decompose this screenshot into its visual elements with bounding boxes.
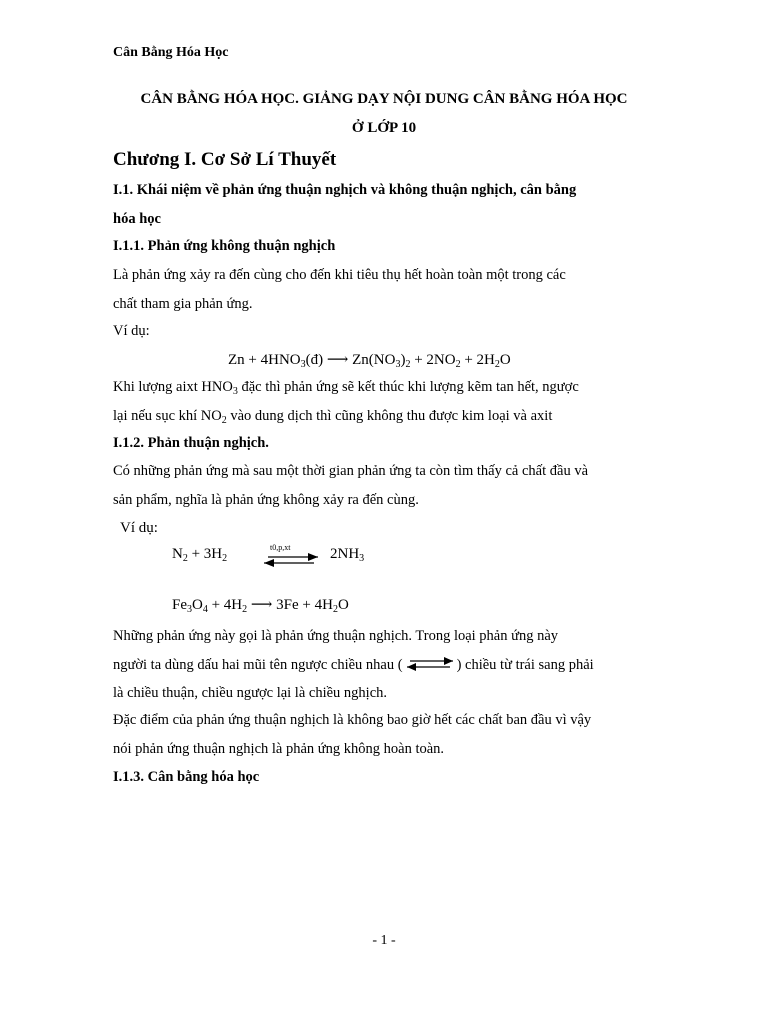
eq-sub: 2 [494, 359, 500, 370]
eq-text: + 2NO [410, 352, 456, 368]
paragraph-line [113, 657, 594, 674]
paragraph-line: Những phản ứng này gọi là phản ứng thuận nghịch. Trong loại phản ứng này [113, 628, 559, 644]
eq-sub: 2 [455, 359, 461, 370]
equation-3 [172, 595, 349, 614]
eq-text: + 2H [460, 352, 495, 368]
paragraph-line: chất tham gia phản ứng. [113, 296, 253, 312]
text: người ta dùng dấu hai mũi tên ngược chiều nhau ( [113, 657, 403, 673]
text: lại nếu sục khí NO [113, 408, 222, 424]
equation-2 [172, 546, 227, 563]
eq-text: ) [400, 352, 406, 368]
example-label: Ví dụ: [113, 323, 150, 339]
text: ) chiều từ trái sang phải [456, 657, 594, 673]
eq-sub: 3 [187, 604, 192, 615]
eq-text: Zn + 4HNO [228, 352, 301, 368]
document-title-line-2: Ở LỚP 10 [351, 120, 417, 136]
eq-text: O [337, 597, 349, 613]
section-1-1-heading: I.1.1. Phản ứng không thuận nghịch [113, 238, 336, 254]
text: đặc thì phản ứng sẽ kết thúc khi lượng kẽm tan hết, ngược [237, 379, 579, 395]
eq-text: ⟶ 3Fe + 4H [247, 597, 333, 613]
eq-sub: 3 [300, 359, 306, 370]
paragraph-line: sản phẩm, nghĩa là phản ứng không xảy ra đến cùng. [113, 492, 419, 508]
section-1-heading-line-1: I.1. Khái niệm về phản ứng thuận nghịch và không thuận nghịch, cân bằng [113, 182, 577, 198]
reaction-condition-label: t0,p,xt [270, 543, 291, 552]
eq-sub: 2 [182, 553, 188, 564]
example-label: Ví dụ: [120, 520, 158, 536]
document-title-line-1: CÂN BẰNG HÓA HỌC. GIẢNG DẠY NỘI DUNG CÂN BẰNG HÓA HỌC [140, 91, 628, 107]
sub: 3 [232, 386, 238, 397]
paragraph-line [113, 408, 552, 425]
equation-2-product [330, 546, 364, 563]
eq-sub: 3 [359, 553, 365, 564]
paragraph-line: Đặc điểm của phản ứng thuận nghịch là không bao giờ hết các chất ban đầu vì vậy [113, 712, 592, 728]
page-number: - 1 - [372, 933, 396, 948]
eq-text: (đ) ⟶ Zn(NO [305, 352, 396, 368]
eq-text: Fe [172, 597, 187, 613]
paragraph-line [113, 379, 579, 396]
paragraph-line: Có những phản ứng mà sau một thời gian phản ứng ta còn tìm thấy cả chất đầu và [113, 463, 589, 479]
eq-sub: 2 [332, 604, 338, 615]
sub: 2 [221, 415, 227, 426]
double-arrow-icon [405, 657, 455, 671]
eq-text: O [499, 352, 511, 368]
paragraph-line: Là phản ứng xảy ra đến cùng cho đến khi tiêu thụ hết hoàn toàn một trong các [113, 267, 566, 283]
eq-sub: 3 [395, 359, 401, 370]
double-arrow-icon [262, 553, 320, 567]
text: vào dung dịch thì cũng không thu được kim loại và axit [226, 408, 553, 424]
eq-text: + 3H [187, 546, 223, 562]
text: Khi lượng aixt HNO [113, 379, 233, 395]
section-1-3-heading: I.1.3. Cân bằng hóa học [113, 769, 260, 785]
eq-text: 2NH [330, 546, 360, 562]
equation-1 [228, 350, 511, 369]
eq-sub: 2 [405, 359, 411, 370]
eq-sub: 2 [242, 604, 248, 615]
eq-text: O [192, 597, 203, 613]
paragraph-line: nói phản ứng thuận nghịch là phản ứng không hoàn toàn. [113, 741, 445, 757]
section-1-heading-line-2: hóa học [113, 211, 161, 227]
eq-sub: 4 [202, 604, 208, 615]
page-header: Cân Bằng Hóa Học [113, 45, 229, 60]
eq-text: N [172, 546, 183, 562]
paragraph-line: là chiều thuận, chiều ngược lại là chiều nghịch. [113, 685, 388, 701]
chapter-heading: Chương I. Cơ Sở Lí Thuyết [113, 149, 337, 170]
section-1-2-heading: I.1.2. Phản thuận nghịch. [113, 435, 269, 451]
eq-sub: 2 [222, 553, 228, 564]
eq-text: + 4H [207, 597, 243, 613]
